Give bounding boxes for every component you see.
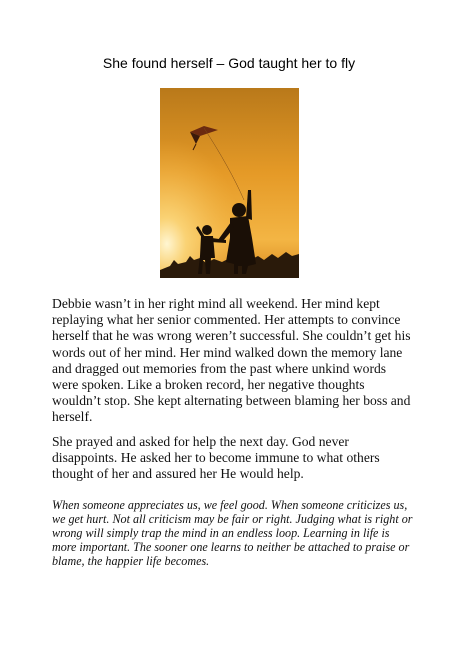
paragraph-1: Debbie wasn’t in her right mind all weekend. Her mind kept replaying what her senior commented. Her attempts to convince herself that he was wrong weren’t successful. She couldn’t get his words out of her mind. Her mind walked down the memory lane and dragged out memories from the past where unkind words were spoken. Like a broken record, her negative thoughts wouldn’t stop. She kept alternating between blaming her boss and herself. <box>52 296 411 425</box>
italic-quote: When someone appreciates us, we feel good. When someone criticizes us, we get hurt. Not all criticism may be fair or right. Judging what is right or wrong will simply trap the mind in an endless loop. Learning in life is more important. The sooner one learns to neither be attached to praise or blame, the happier life becomes. <box>52 498 413 569</box>
kite-photo <box>160 88 299 278</box>
page-title: She found herself – God taught her to fly <box>102 55 356 71</box>
kite-silhouette-image <box>160 88 299 278</box>
paragraph-2: She prayed and asked for help the next day. God never disappoints. He asked her to become immune to what others thought of her and assured her He would help. <box>52 434 380 482</box>
